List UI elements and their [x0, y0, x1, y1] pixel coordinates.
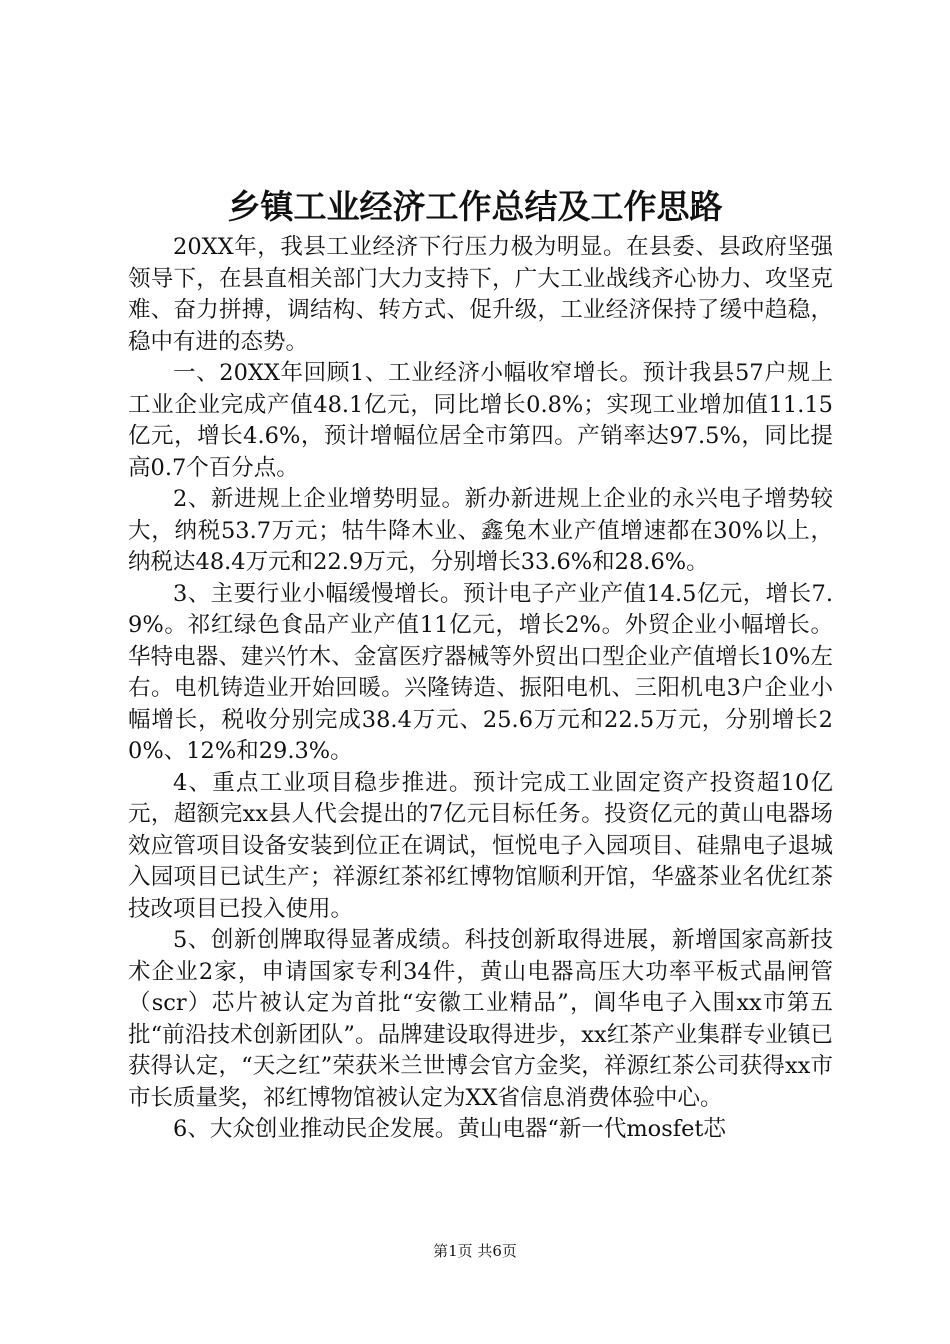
- page-number-footer: 第1页 共6页: [433, 1242, 517, 1260]
- paragraph-review-6: 6、大众创业推动民企发展。黄山电器“新一代mosfet芯: [173, 1116, 726, 1142]
- paragraph-review-1: 一、20XX年回顾1、工业经济小幅收窄增长。预计我县57户规上工业企业完成产值48.1亿元，同比增长0.8%；实现工业增加值11.15亿元，增长4.6%，预计增幅位居全市第四。产销率达97.5%，同比提高0.7个百分点。: [128, 360, 833, 481]
- paragraph-review-5: 5、创新创牌取得显著成绩。科技创新取得进展，新增国家高新技术企业2家，申请国家专利34件，黄山电器高压大功率平板式晶闸管（scr）芯片被认定为首批“安徽工业精品”，阊华电子入围xx市第五批“前沿技术创新团队”。品牌建设取得进步，xx红茶产业集群专业镇已获得认定，“天之红”荣获米兰世博会官方金奖，祥源红茶公司获得xx市市长质量奖，祁红博物馆被认定为XX省信息消费体验中心。: [128, 927, 833, 1111]
- paragraph-review-4: 4、重点工业项目稳步推进。预计完成工业固定资产投资超10亿元，超额完xx县人代会提出的7亿元目标任务。投资亿元的黄山电器场效应管项目设备安装到位正在调试，恒悦电子入园项目、硅鼎电子退城入园项目已试生产；祥源红茶祁红博物馆顺利开馆，华盛茶业名优红茶技改项目已投入使用。: [128, 769, 833, 922]
- paragraph-review-3: 3、主要行业小幅缓慢增长。预计电子产业产值14.5亿元，增长7.9%。祁红绿色食品产业产值11亿元，增长2%。外贸企业小幅增长。华特电器、建兴竹木、金富医疗器械等外贸出口型企业产值增长10%左右。电机铸造业开始回暖。兴隆铸造、振阳电机、三阳机电3户企业小幅增长，税收分别完成38.4万元、25.6万元和22.5万元，分别增长20%、12%和29.3%。: [128, 580, 833, 764]
- paragraph-intro: 20XX年，我县工业经济下行压力极为明显。在县委、县政府坚强领导下，在县直相关部门大力支持下，广大工业战线齐心协力、攻坚克难、奋力拼搏，调结构、转方式、促升级，工业经济保持了缓中趋稳，稳中有进的态势。: [128, 234, 833, 355]
- paragraph-review-2: 2、新进规上企业增势明显。新办新进规上企业的永兴电子增势较大，纳税53.7万元；牯牛降木业、鑫兔木业产值增速都在30%以上，纳税达48.4万元和22.9万元，分别增长33.6%和28.6%。: [128, 486, 833, 575]
- document-body: [128, 232, 833, 1146]
- document-title: 乡镇工业经济工作总结及工作思路: [227, 187, 723, 226]
